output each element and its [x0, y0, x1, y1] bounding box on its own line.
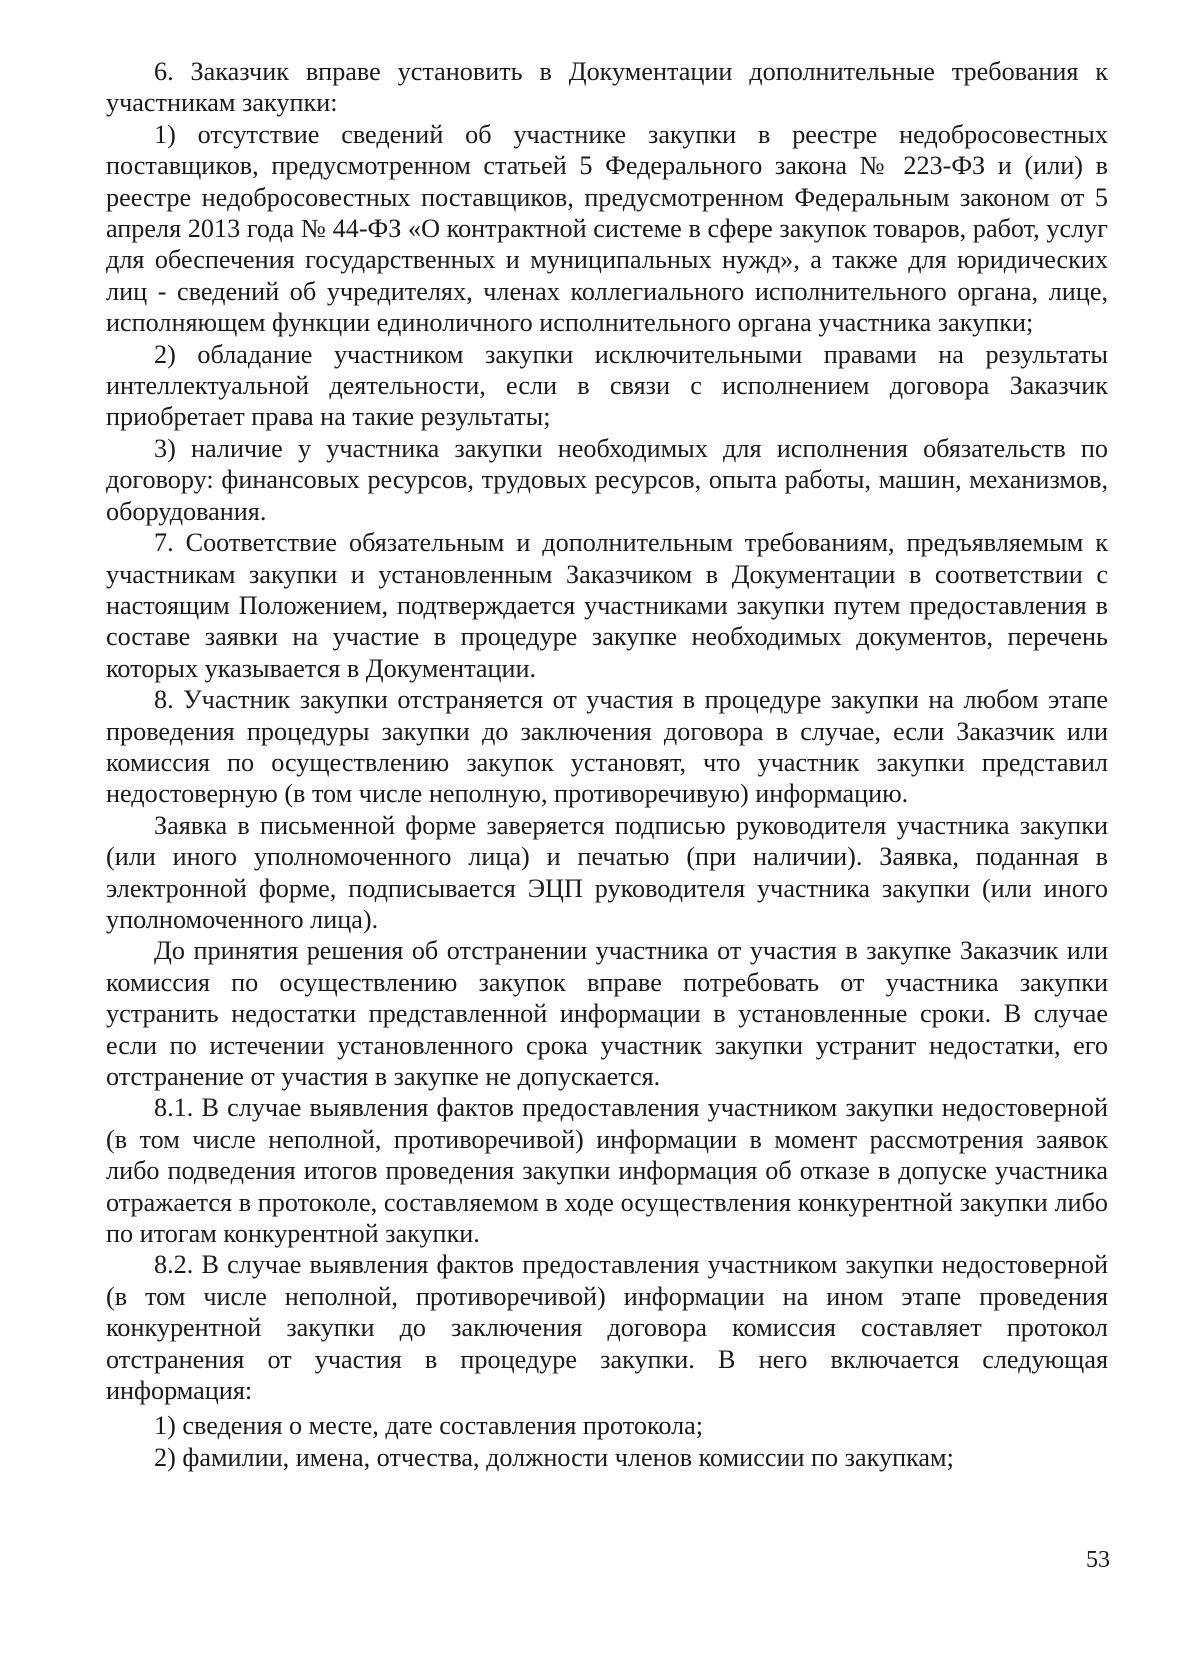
clause-8-2-item-1: 1) сведения о месте, дате составления протокола; [154, 1411, 704, 1441]
clause-8-application-paragraph: Заявка в письменной форме заверяется подписью руководителя участника закупки (или иного уполномоченного лица) и печатью (при наличии). Заявка, поданная в электронной форме, подписывается ЭЦП руководителя участника закупки (или иного уполномоченного лица). [106, 810, 1108, 934]
clause-6-item-2: 2) обладание участником закупки исключительными правами на результаты интеллектуальной деятельности, если в связи с исполнением договора Заказчик приобретает права на такие результаты; [106, 339, 1108, 432]
clause-6-item-3: 3) наличие у участника закупки необходимых для исполнения обязательств по договору: финансовых ресурсов, трудовых ресурсов, опыта работы, машин, механизмов, оборудования. [106, 433, 1108, 526]
page-number: 53 [1086, 1547, 1110, 1573]
document-body [106, 56, 1108, 1473]
clause-6-item-1: 1) отсутствие сведений об участнике закупки в реестре недобросовестных поставщиков, предусмотренном статьей 5 Федерального закона № 223-ФЗ и (или) в реестре недобросовестных поставщиков, предусмотренном Федеральным законом от 5 апреля 2013 года № 44-ФЗ «О контрактной системе в сфере закупок товаров, работ, услуг для обеспечения государственных и муниципальных нужд», а также для юридических лиц - сведений об учредителях, членах коллегиального исполнительного органа, лице, исполняющем функции единоличного исполнительного органа участника закупки; [106, 119, 1108, 338]
clause-8-1: 8.1. В случае выявления фактов предоставления участником закупки недостоверной (в том числе неполной, противоречивой) информации в момент рассмотрения заявок либо подведения итогов проведения закупки информация об отказе в допуске участника отражается в протоколе, составляемом в ходе осуществления конкурентной закупки либо по итогам конкурентной закупки. [106, 1093, 1108, 1249]
clause-8-2: 8.2. В случае выявления фактов предоставления участником закупки недостоверной (в том числе неполной, противоречивой) информации на ином этапе проведения конкурентной закупки до заключения договора комиссия составляет протокол отстранения от участия в процедуре закупки. В него включается следующая информация: [106, 1250, 1108, 1406]
clause-7: 7. Соответствие обязательным и дополнительным требованиям, предъявляемым к участникам закупки и установленным Заказчиком в Документации в соответствии с настоящим Положением, подтверждается участниками закупки путем предоставления в составе заявки на участие в процедуре закупке необходимых документов, перечень которых указывается в Документации. [106, 528, 1108, 683]
clause-6: 6. Заказчик вправе установить в Документации дополнительные требования к участникам закупки: [106, 57, 1108, 118]
clause-8-removal-paragraph: До принятия решения об отстранении участника от участия в закупке Заказчик или комиссия по осуществлению закупок вправе потребовать от участника закупки устранить недостатки представленной информации в установленные сроки. В случае если по истечении установленного срока участник закупки устранит недостатки, его отстранение от участия в закупке не допускается. [106, 936, 1108, 1091]
clause-8-2-item-2: 2) фамилии, имена, отчества, должности членов комиссии по закупкам; [154, 1442, 954, 1472]
clause-8: 8. Участник закупки отстраняется от участия в процедуре закупки на любом этапе проведения процедуры закупки до заключения договора в случае, если Заказчик или комиссия по осуществлению закупок установят, что участник закупки представил недостоверную (в том числе неполную, противоречивую) информацию. [106, 685, 1108, 809]
